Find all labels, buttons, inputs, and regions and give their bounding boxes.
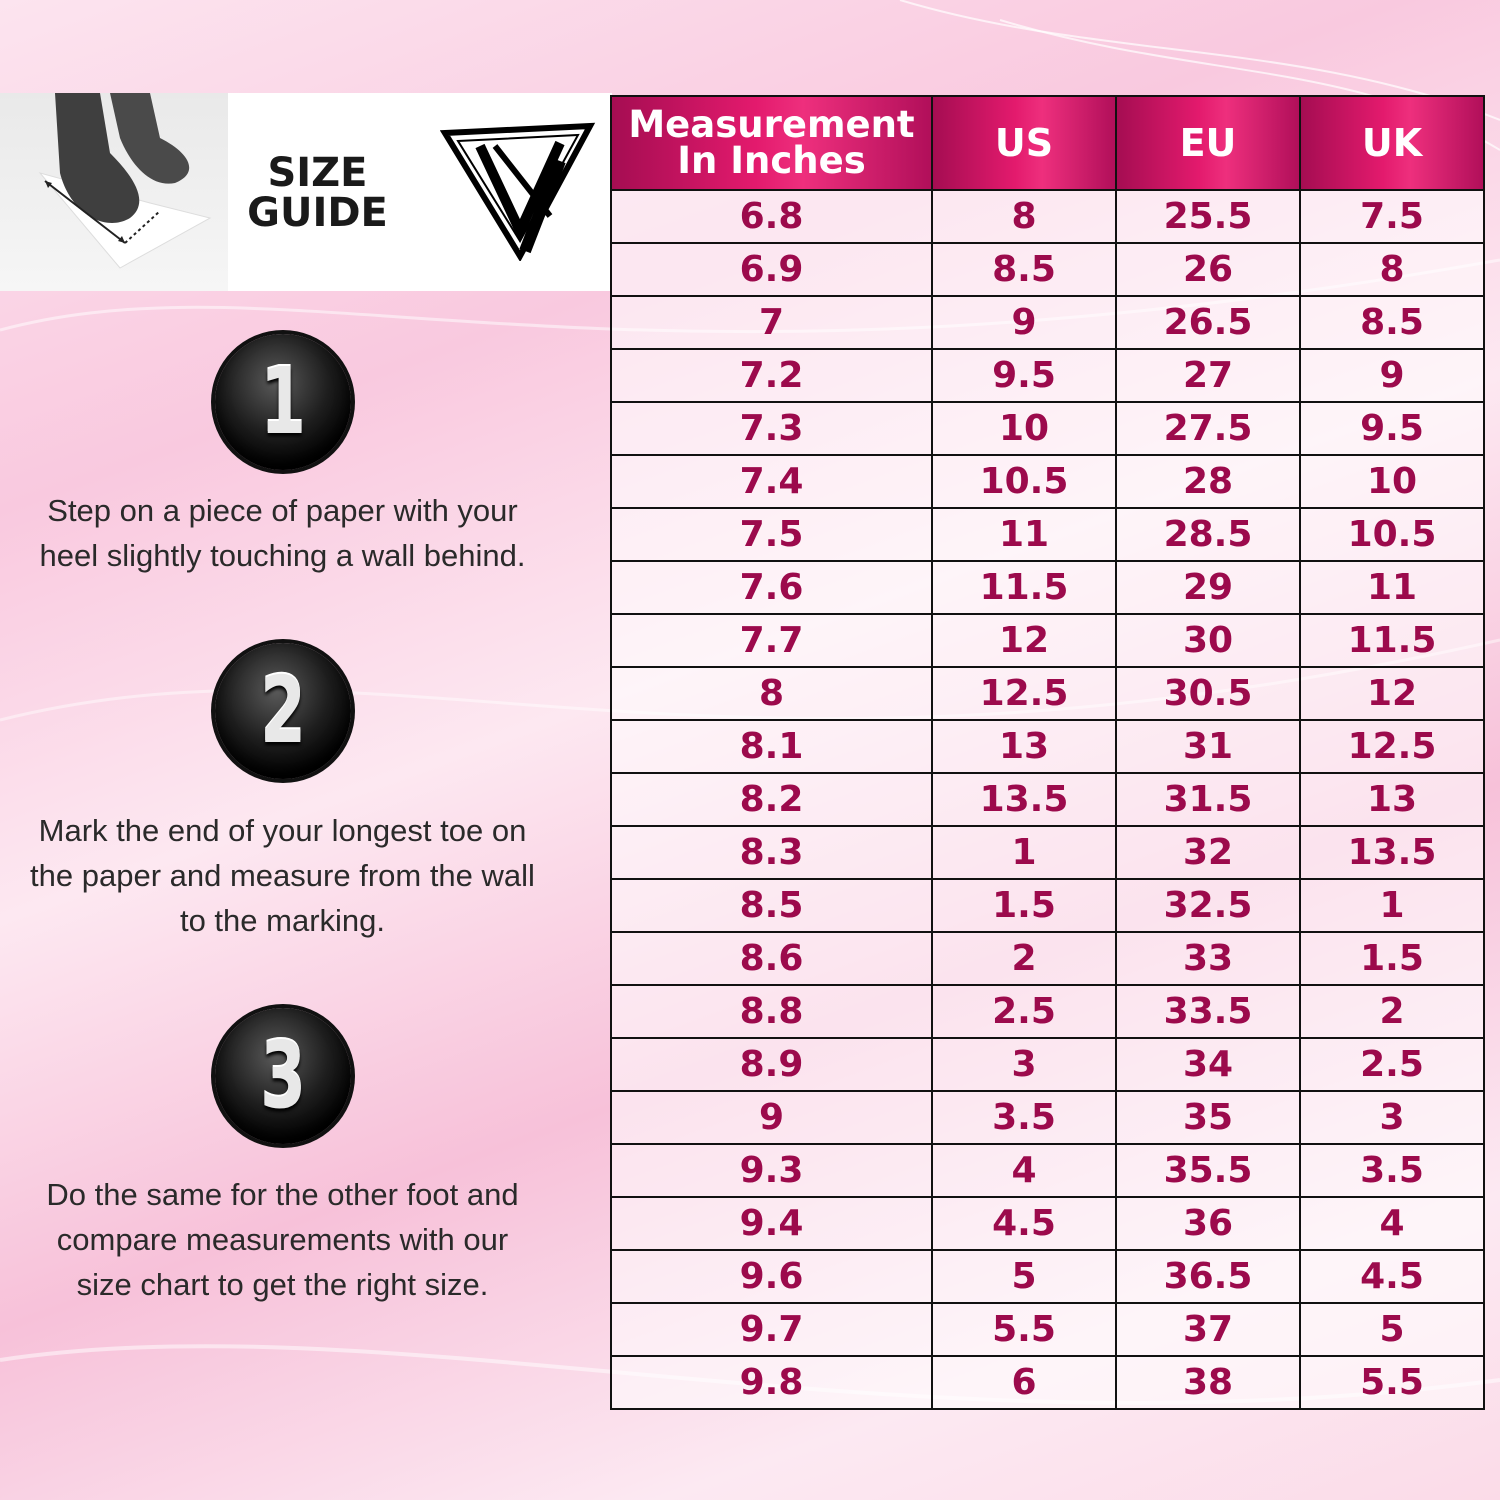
cell-us: 8.5 — [932, 243, 1116, 296]
table-row — [611, 773, 1484, 826]
cell-eu: 32.5 — [1116, 879, 1300, 932]
cell-eu: 25.5 — [1116, 190, 1300, 243]
table-row — [611, 826, 1484, 879]
cell-inches: 9 — [611, 1091, 932, 1144]
table-row — [611, 614, 1484, 667]
cell-eu: 29 — [1116, 561, 1300, 614]
table-row — [611, 349, 1484, 402]
cell-us: 3.5 — [932, 1091, 1116, 1144]
cell-uk: 4.5 — [1300, 1250, 1484, 1303]
cell-us: 12.5 — [932, 667, 1116, 720]
cell-uk: 13 — [1300, 773, 1484, 826]
cell-uk: 1.5 — [1300, 932, 1484, 985]
cell-inches: 9.3 — [611, 1144, 932, 1197]
cell-eu: 37 — [1116, 1303, 1300, 1356]
cell-us: 9 — [932, 296, 1116, 349]
cell-inches: 9.4 — [611, 1197, 932, 1250]
table-row — [611, 243, 1484, 296]
cell-eu: 31.5 — [1116, 773, 1300, 826]
cell-eu: 28 — [1116, 455, 1300, 508]
table-row — [611, 508, 1484, 561]
table-body — [611, 190, 1484, 1409]
table-row — [611, 402, 1484, 455]
step-2-badge — [215, 643, 351, 779]
cell-us: 6 — [932, 1356, 1116, 1409]
cell-uk: 1 — [1300, 879, 1484, 932]
cell-eu: 34 — [1116, 1038, 1300, 1091]
table-row — [611, 985, 1484, 1038]
cell-inches: 6.9 — [611, 243, 932, 296]
cell-eu: 31 — [1116, 720, 1300, 773]
step-2-text: Mark the end of your longest toe on the paper and measure from the wall to the marking. — [30, 813, 535, 938]
cell-uk: 9 — [1300, 349, 1484, 402]
table-row — [611, 455, 1484, 508]
cell-eu: 26 — [1116, 243, 1300, 296]
brand-logo-icon — [440, 121, 600, 261]
table-row — [611, 1303, 1484, 1356]
cell-inches: 8.3 — [611, 826, 932, 879]
cell-eu: 35 — [1116, 1091, 1300, 1144]
step-3-number: 3 — [259, 1022, 307, 1129]
cell-inches: 7.3 — [611, 402, 932, 455]
header-us: US — [932, 96, 1116, 190]
cell-inches: 9.7 — [611, 1303, 932, 1356]
size-guide-title — [230, 150, 405, 236]
cell-inches: 9.6 — [611, 1250, 932, 1303]
cell-eu: 28.5 — [1116, 508, 1300, 561]
cell-uk: 8 — [1300, 243, 1484, 296]
table-row — [611, 1356, 1484, 1409]
cell-eu: 36 — [1116, 1197, 1300, 1250]
table-row — [611, 1091, 1484, 1144]
header-uk: UK — [1300, 96, 1484, 190]
cell-eu: 30.5 — [1116, 667, 1300, 720]
cell-uk: 11.5 — [1300, 614, 1484, 667]
cell-inches: 7.2 — [611, 349, 932, 402]
cell-us: 2 — [932, 932, 1116, 985]
header-panel — [0, 93, 612, 291]
cell-us: 5 — [932, 1250, 1116, 1303]
cell-eu: 26.5 — [1116, 296, 1300, 349]
cell-eu: 33.5 — [1116, 985, 1300, 1038]
cell-us: 8 — [932, 190, 1116, 243]
cell-uk: 11 — [1300, 561, 1484, 614]
cell-eu: 27.5 — [1116, 402, 1300, 455]
step-2-number: 2 — [259, 657, 307, 764]
cell-uk: 2 — [1300, 985, 1484, 1038]
cell-us: 12 — [932, 614, 1116, 667]
cell-us: 5.5 — [932, 1303, 1116, 1356]
cell-inches: 6.8 — [611, 190, 932, 243]
cell-uk: 7.5 — [1300, 190, 1484, 243]
table-row — [611, 1038, 1484, 1091]
cell-inches: 7.7 — [611, 614, 932, 667]
cell-inches: 7.6 — [611, 561, 932, 614]
cell-us: 4 — [932, 1144, 1116, 1197]
cell-inches: 8 — [611, 667, 932, 720]
cell-inches: 8.6 — [611, 932, 932, 985]
step-1-badge — [215, 334, 351, 470]
title-line-2: GUIDE — [247, 190, 388, 236]
foot-measure-illustration — [0, 93, 228, 291]
cell-uk: 10 — [1300, 455, 1484, 508]
cell-eu: 35.5 — [1116, 1144, 1300, 1197]
cell-us: 4.5 — [932, 1197, 1116, 1250]
cell-uk: 9.5 — [1300, 402, 1484, 455]
cell-inches: 7.5 — [611, 508, 932, 561]
cell-eu: 36.5 — [1116, 1250, 1300, 1303]
table-row — [611, 561, 1484, 614]
title-line-1: SIZE — [267, 150, 368, 196]
cell-us: 11.5 — [932, 561, 1116, 614]
cell-uk: 2.5 — [1300, 1038, 1484, 1091]
cell-uk: 5 — [1300, 1303, 1484, 1356]
cell-inches: 8.2 — [611, 773, 932, 826]
cell-us: 3 — [932, 1038, 1116, 1091]
table-row — [611, 1250, 1484, 1303]
cell-uk: 12.5 — [1300, 720, 1484, 773]
cell-us: 13 — [932, 720, 1116, 773]
cell-us: 11 — [932, 508, 1116, 561]
step-1-number: 1 — [259, 348, 307, 455]
cell-inches: 9.8 — [611, 1356, 932, 1409]
cell-eu: 33 — [1116, 932, 1300, 985]
header-eu: EU — [1116, 96, 1300, 190]
step-1-text: Step on a piece of paper with your heel slightly touching a wall behind. — [39, 493, 526, 573]
cell-us: 1.5 — [932, 879, 1116, 932]
table-row — [611, 296, 1484, 349]
step-3-badge — [215, 1008, 351, 1144]
cell-eu: 30 — [1116, 614, 1300, 667]
cell-uk: 10.5 — [1300, 508, 1484, 561]
table-row — [611, 879, 1484, 932]
table-row — [611, 190, 1484, 243]
cell-uk: 12 — [1300, 667, 1484, 720]
cell-us: 9.5 — [932, 349, 1116, 402]
cell-inches: 8.1 — [611, 720, 932, 773]
cell-uk: 8.5 — [1300, 296, 1484, 349]
cell-inches: 7 — [611, 296, 932, 349]
table-row — [611, 932, 1484, 985]
table-row — [611, 1197, 1484, 1250]
cell-inches: 8.9 — [611, 1038, 932, 1091]
cell-uk: 3 — [1300, 1091, 1484, 1144]
cell-us: 10.5 — [932, 455, 1116, 508]
cell-uk: 13.5 — [1300, 826, 1484, 879]
cell-uk: 4 — [1300, 1197, 1484, 1250]
cell-uk: 5.5 — [1300, 1356, 1484, 1409]
cell-eu: 32 — [1116, 826, 1300, 879]
size-chart-table — [610, 95, 1485, 1410]
cell-inches: 8.5 — [611, 879, 932, 932]
cell-us: 10 — [932, 402, 1116, 455]
step-3-text: Do the same for the other foot and compare measurements with our size chart to get the right size. — [46, 1177, 519, 1302]
cell-us: 13.5 — [932, 773, 1116, 826]
table-row — [611, 667, 1484, 720]
cell-eu: 38 — [1116, 1356, 1300, 1409]
table-row — [611, 720, 1484, 773]
cell-uk: 3.5 — [1300, 1144, 1484, 1197]
table-row — [611, 1144, 1484, 1197]
cell-eu: 27 — [1116, 349, 1300, 402]
table-header-row — [611, 96, 1484, 190]
cell-us: 1 — [932, 826, 1116, 879]
cell-inches: 7.4 — [611, 455, 932, 508]
header-measurement: Measurement In Inches — [611, 96, 932, 190]
cell-us: 2.5 — [932, 985, 1116, 1038]
cell-inches: 8.8 — [611, 985, 932, 1038]
